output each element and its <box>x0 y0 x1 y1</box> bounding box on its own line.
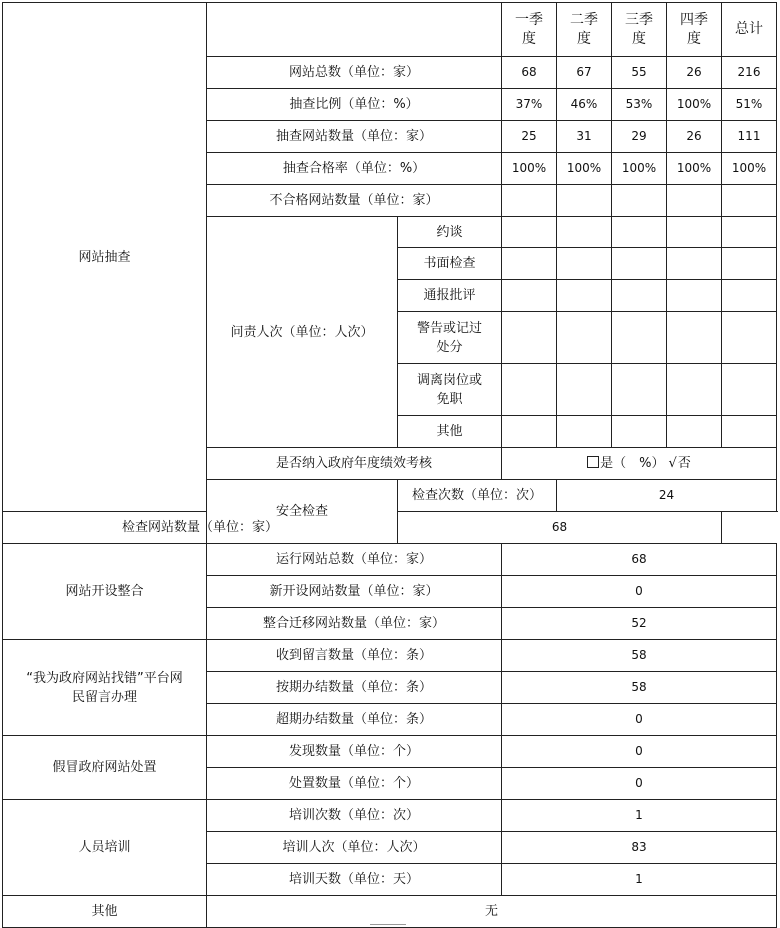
empty-value-cell <box>722 364 777 416</box>
empty-value-cell <box>612 416 667 448</box>
quarter-value: 29 <box>612 121 667 153</box>
quarter-value: 68 <box>502 57 557 89</box>
row-value: 52 <box>502 608 777 640</box>
empty-value-cell <box>667 280 722 312</box>
row-label: 培训人次（单位：人次） <box>207 832 502 864</box>
empty-value-cell <box>502 185 557 217</box>
header-blank-cell <box>207 3 502 57</box>
report-table <box>2 2 777 928</box>
empty-value-cell <box>502 217 557 248</box>
other-value: 无 <box>207 896 777 928</box>
row-label: 检查网站数量（单位：家） <box>3 512 398 544</box>
quarter-value: 26 <box>667 57 722 89</box>
row-value: 83 <box>502 832 777 864</box>
quarter-value: 46% <box>557 89 612 121</box>
quarter-header: 三季 度 <box>612 3 667 57</box>
page-edge-mark <box>370 924 406 928</box>
table-row <box>3 800 777 832</box>
empty-value-cell <box>722 312 777 364</box>
table-row <box>3 3 777 57</box>
empty-value-cell <box>502 416 557 448</box>
row-label: 培训天数（单位：天） <box>207 864 502 896</box>
quarter-value: 216 <box>722 57 777 89</box>
accountability-item: 其他 <box>398 416 502 448</box>
checkbox-icon <box>587 456 599 468</box>
accountability-item: 通报批评 <box>398 280 502 312</box>
row-label: 网站总数（单位：家） <box>207 57 502 89</box>
empty-value-cell <box>557 364 612 416</box>
empty-value-cell <box>612 364 667 416</box>
empty-value-cell <box>722 280 777 312</box>
row-label: 发现数量（单位：个） <box>207 736 502 768</box>
accountability-item: 书面检查 <box>398 248 502 280</box>
category-cell: 人员培训 <box>3 800 207 896</box>
row-value: 0 <box>502 768 777 800</box>
category-cell-site-check: 网站抽查 <box>3 3 207 512</box>
assessment-options <box>502 448 777 480</box>
empty-value-cell <box>667 248 722 280</box>
tick-icon: √ <box>668 456 677 471</box>
row-value: 68 <box>502 544 777 576</box>
quarter-header: 四季 度 <box>667 3 722 57</box>
quarter-header: 一季 度 <box>502 3 557 57</box>
row-value: 0 <box>502 704 777 736</box>
accountability-item: 警告或记过 处分 <box>398 312 502 364</box>
empty-value-cell <box>557 217 612 248</box>
quarter-value: 100% <box>612 153 667 185</box>
quarter-value: 51% <box>722 89 777 121</box>
quarter-value: 37% <box>502 89 557 121</box>
accountability-label: 问责人次（单位：人次） <box>207 217 398 448</box>
empty-value-cell <box>667 416 722 448</box>
empty-value-cell <box>667 312 722 364</box>
row-value: 68 <box>398 512 722 544</box>
quarter-value: 26 <box>667 121 722 153</box>
other-label: 其他 <box>3 896 207 928</box>
row-label: 抽查网站数量（单位：家） <box>207 121 502 153</box>
assessment-no-text: 否 <box>677 456 691 471</box>
quarter-header: 二季 度 <box>557 3 612 57</box>
accountability-item: 约谈 <box>398 217 502 248</box>
empty-value-cell <box>612 280 667 312</box>
row-label: 按期办结数量（单位：条） <box>207 672 502 704</box>
quarter-value: 100% <box>667 89 722 121</box>
row-label-unqualified: 不合格网站数量（单位：家） <box>207 185 502 217</box>
row-label: 抽查合格率（单位：%） <box>207 153 502 185</box>
quarter-header: 总计 <box>722 3 777 57</box>
empty-value-cell <box>612 248 667 280</box>
quarter-value: 111 <box>722 121 777 153</box>
empty-value-cell <box>502 312 557 364</box>
empty-value-cell <box>612 217 667 248</box>
empty-value-cell <box>557 185 612 217</box>
row-value: 1 <box>502 800 777 832</box>
empty-value-cell <box>557 280 612 312</box>
quarter-value: 100% <box>502 153 557 185</box>
table-row <box>3 544 777 576</box>
empty-value-cell <box>722 416 777 448</box>
empty-value-cell <box>557 248 612 280</box>
table-row <box>3 512 777 544</box>
row-label: 收到留言数量（单位：条） <box>207 640 502 672</box>
row-label: 超期办结数量（单位：条） <box>207 704 502 736</box>
empty-value-cell <box>667 185 722 217</box>
row-value: 58 <box>502 640 777 672</box>
quarter-value: 100% <box>557 153 612 185</box>
table-row <box>3 896 777 928</box>
empty-value-cell <box>722 248 777 280</box>
row-value: 0 <box>502 576 777 608</box>
row-label: 抽查比例（单位：%） <box>207 89 502 121</box>
row-label: 新开设网站数量（单位：家） <box>207 576 502 608</box>
empty-value-cell <box>502 248 557 280</box>
empty-value-cell <box>667 217 722 248</box>
category-cell: 假冒政府网站处置 <box>3 736 207 800</box>
row-value: 58 <box>502 672 777 704</box>
quarter-value: 25 <box>502 121 557 153</box>
empty-value-cell <box>557 416 612 448</box>
quarter-value: 31 <box>557 121 612 153</box>
empty-value-cell <box>722 217 777 248</box>
empty-value-cell <box>557 312 612 364</box>
row-value: 1 <box>502 864 777 896</box>
table-row <box>3 736 777 768</box>
quarter-value: 67 <box>557 57 612 89</box>
row-label: 整合迁移网站数量（单位：家） <box>207 608 502 640</box>
assessment-yes-text: 是（ %） <box>600 456 665 471</box>
empty-value-cell <box>612 185 667 217</box>
quarter-value: 100% <box>667 153 722 185</box>
accountability-item: 调离岗位或 免职 <box>398 364 502 416</box>
table-row <box>3 640 777 672</box>
empty-value-cell <box>502 364 557 416</box>
row-label: 运行网站总数（单位：家） <box>207 544 502 576</box>
row-label: 检查次数（单位：次） <box>398 480 557 512</box>
quarter-value: 53% <box>612 89 667 121</box>
quarter-value: 100% <box>722 153 777 185</box>
empty-value-cell <box>667 364 722 416</box>
empty-value-cell <box>502 280 557 312</box>
category-cell: “我为政府网站找错”平台网 民留言办理 <box>3 640 207 736</box>
category-cell: 安全检查 <box>207 480 398 544</box>
empty-value-cell <box>722 185 777 217</box>
empty-value-cell <box>612 312 667 364</box>
row-label: 处置数量（单位：个） <box>207 768 502 800</box>
row-value: 24 <box>557 480 777 512</box>
row-label: 培训次数（单位：次） <box>207 800 502 832</box>
quarter-value: 55 <box>612 57 667 89</box>
category-cell: 网站开设整合 <box>3 544 207 640</box>
assessment-label: 是否纳入政府年度绩效考核 <box>207 448 502 480</box>
row-value: 0 <box>502 736 777 768</box>
